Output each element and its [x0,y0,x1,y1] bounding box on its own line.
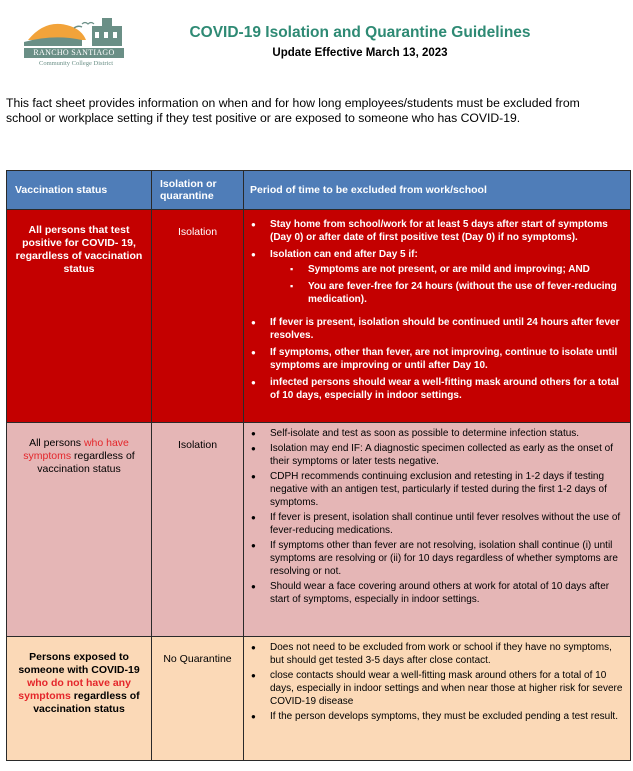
list-item: ● close contacts should wear a well-fitting mask around others for a total of 10 days, especially in indoor settings and when near those at higher risk for severe COVID-19 disease [270,669,626,708]
bullet-list [244,637,630,729]
logo-subtitle: Community College District [38,60,114,67]
status-text-part: regardless of vaccination status [33,690,140,715]
intro-paragraph: This fact sheet provides information on when and for how long employees/students must be excluded from school or workplace setting if they test positive or are exposed to someone who has COVID-19. [6,96,580,125]
list-item: ● If the person develops symptoms, they must be excluded pending a test result. [270,710,626,723]
page-subtitle: Update Effective March 13, 2023 [272,47,448,59]
type-cell [152,423,244,637]
type-text: Isolation [177,226,218,238]
list-item: ● If fever is present, isolation should be continued until 24 hours after fever resolves. [270,316,626,342]
list-item [270,248,626,312]
list-item: ● Isolation may end IF: A diagnostic specimen collected as early as the onset of their symptoms or later tests negative. [270,442,626,468]
sub-list-item: ▪ You are fever-free for 24 hours (without the use of fever-reducing medication). [308,280,626,306]
sub-list-item: ▪ Symptoms are not present, or are mild and improving; AND [308,263,626,276]
list-item: ● infected persons should wear a well-fitting mask around others for a total of 10 days, especially in indoor settings. [270,376,626,402]
bullet-list [244,210,630,410]
status-cell [7,210,152,423]
header-vaccination-status: Vaccination status [7,171,152,210]
logo-name: RANCHO SANTIAGO [24,48,124,58]
status-text-part: regardless of vaccination status [37,450,135,475]
table-row-exposed [7,637,631,761]
status-highlight: who have symptoms [23,437,129,462]
status-cell [7,423,152,637]
list-item: ● Should wear a face covering around others at work for atotal of 10 days after start of symptoms, especially in indoor settings. [270,580,626,606]
type-cell [152,637,244,761]
table-header-row [7,171,631,210]
bullet-list [244,423,630,612]
status-text [7,423,151,476]
period-cell [244,210,631,423]
status-highlight: who do not have any symptoms [18,677,131,702]
list-item: ● Self-isolate and test as soon as possible to determine infection status. [270,427,626,440]
type-text: Isolation [177,439,218,451]
list-item: ● If symptoms, other than fever, are not improving, continue to isolate until symptoms are improving or until after Day 10. [270,346,626,372]
list-item: ● CDPH recommends continuing exclusion and retesting in 1-2 days if testing negative with an antigen test, particularly if tested during the first 1-2 days of symptoms. [270,470,626,509]
period-cell [244,423,631,637]
list-item: ● If symptoms other than fever are not resolving, isolation shall continue (i) until symptoms are resolving or (ii) for 10 days regardless of whether symptoms are resolving or not. [270,539,626,578]
table-row-positive [7,210,631,423]
table-row-symptoms [7,423,631,637]
list-item-text: Isolation can end after Day 5 if: [270,249,418,260]
header-isolation-quarantine: Isolation or quarantine [152,171,244,210]
logo-emblem-icon [24,14,128,48]
status-text-part: Persons exposed to someone with COVID-19 [18,651,140,676]
list-item: ● Does not need to be excluded from work or school if they have no symptoms, but should get tested 3-5 days after close contact. [270,641,626,667]
list-item: ● Stay home from school/work for at least 5 days after start of symptoms (Day 0) or after date of first positive test (Day 0) if no symptoms). [270,218,626,244]
period-cell [244,637,631,761]
status-text [7,637,151,716]
header-exclusion-period: Period of time to be excluded from work/school [244,171,631,210]
sub-bullet-list [270,261,626,312]
list-item: ● If fever is present, isolation shall continue until fever resolves without the use of fever-reducing medications. [270,511,626,537]
status-text-part: All persons [29,437,84,449]
guidelines-table [6,170,631,761]
status-cell [7,637,152,761]
page-title: COVID-19 Isolation and Quarantine Guidelines [189,24,531,41]
status-text: All persons that test positive for COVID- 19, regardless of vaccination status [15,224,143,275]
type-text: No Quarantine [163,653,232,665]
district-logo [24,14,128,76]
type-cell [152,210,244,423]
